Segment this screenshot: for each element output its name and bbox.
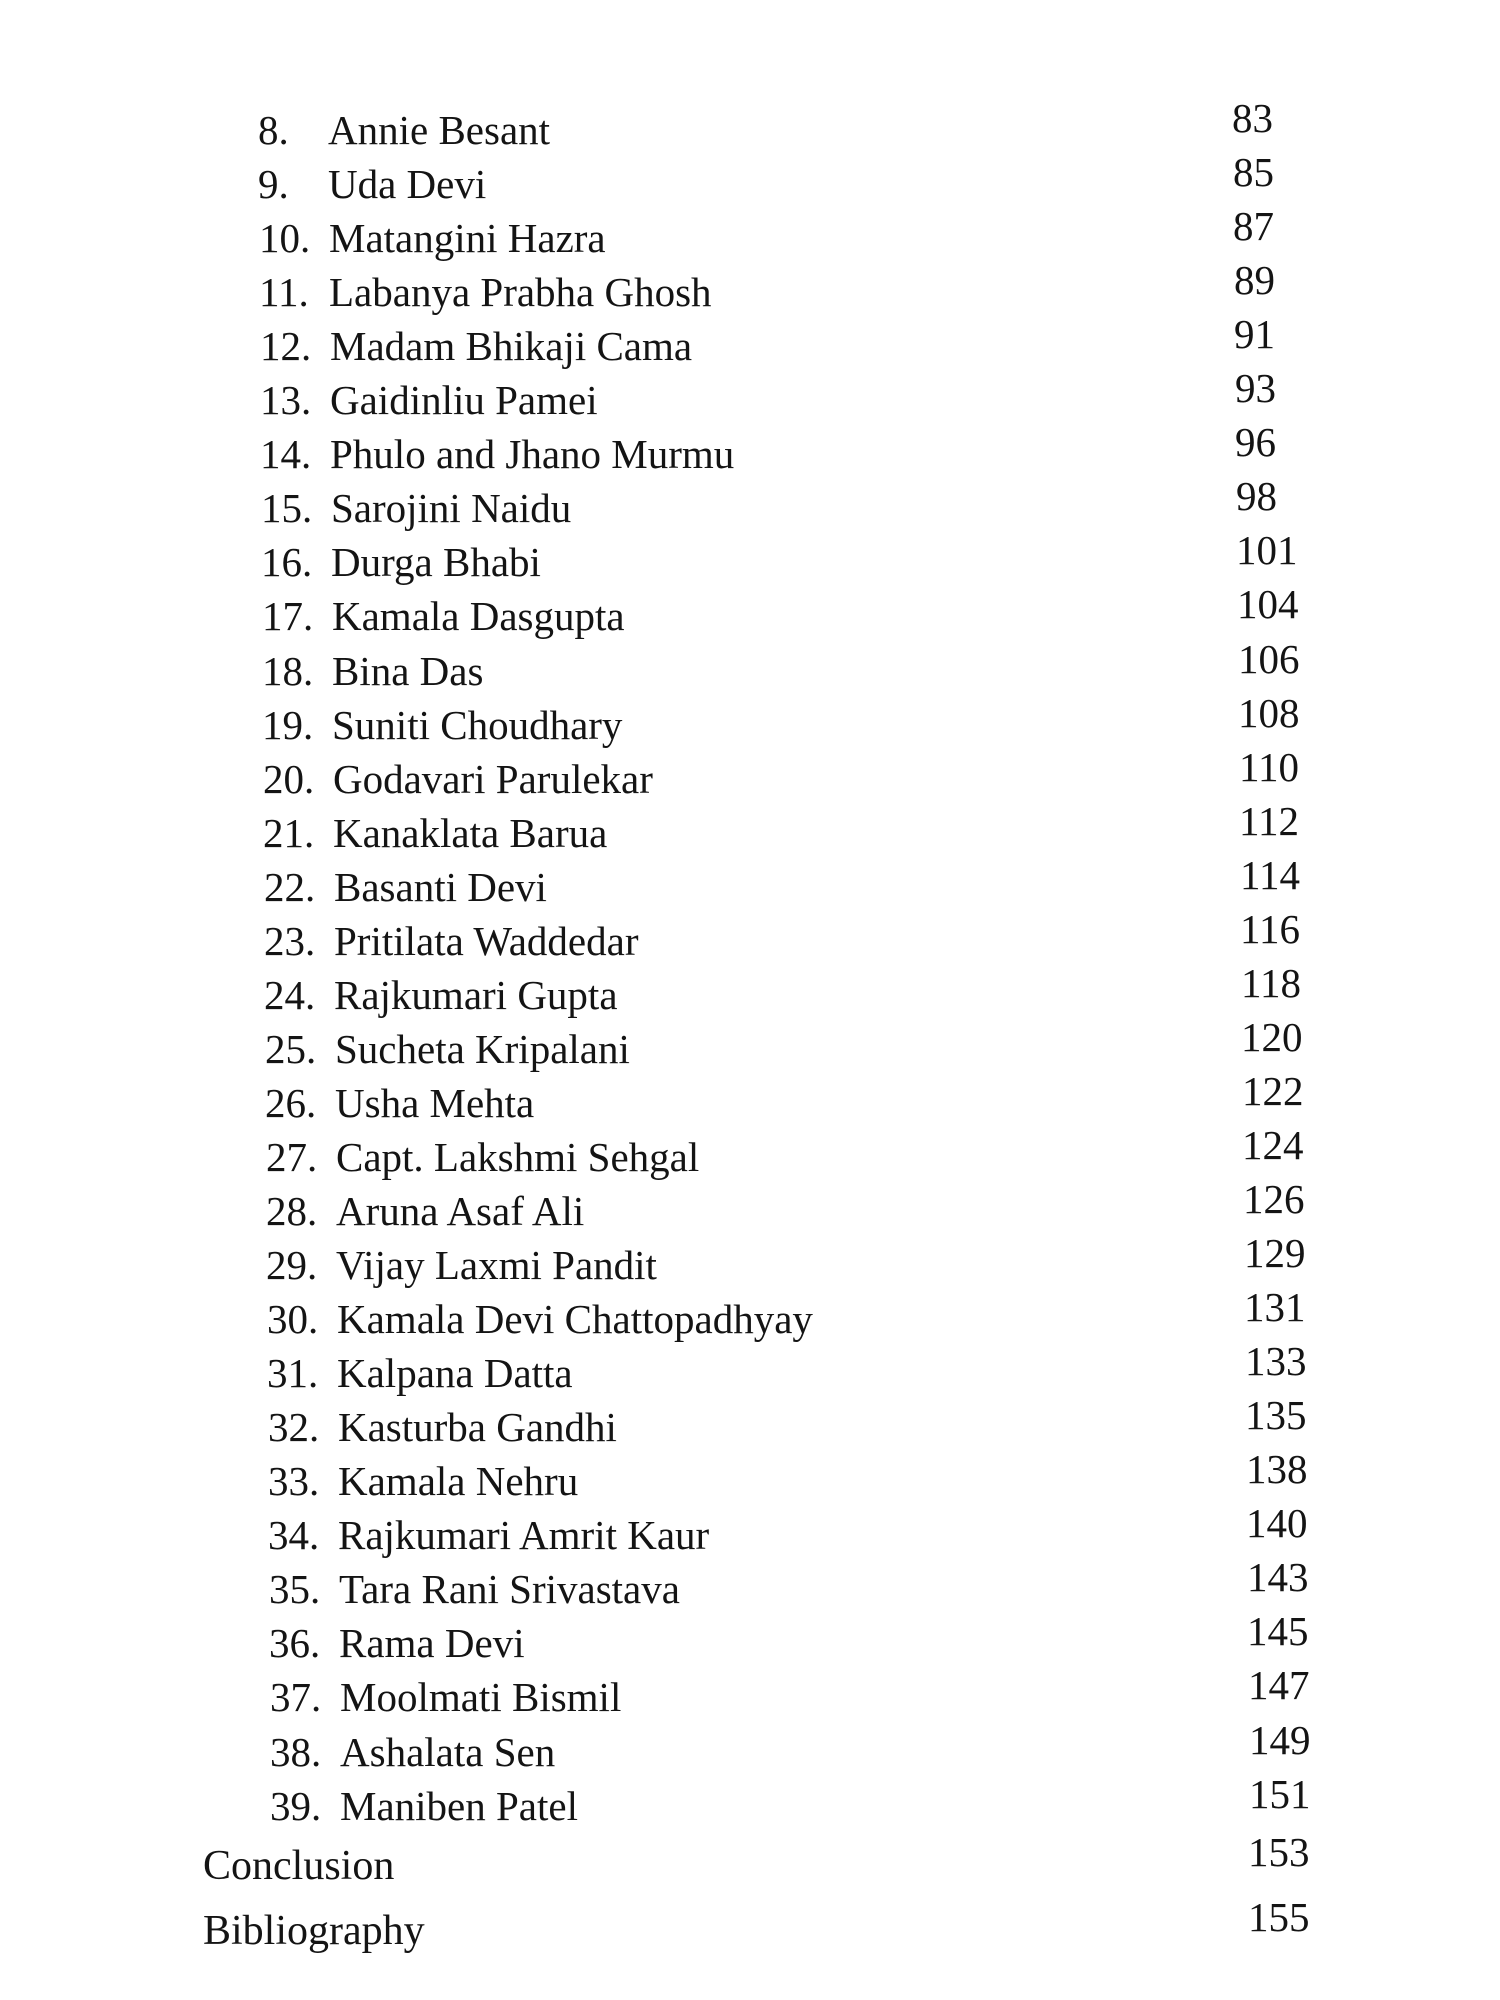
entry-title: Kamala Devi Chattopadhyay <box>337 1296 813 1343</box>
entry-page-number: 133 <box>1245 1338 1307 1385</box>
entry-page-number: 145 <box>1247 1608 1309 1655</box>
entry-title: Ashalata Sen <box>340 1728 556 1775</box>
entry-page-number: 108 <box>1238 689 1300 736</box>
entry-number: 14. <box>260 431 312 478</box>
back-matter-page-number: 153 <box>1248 1829 1310 1875</box>
entry-page-number: 101 <box>1236 527 1298 574</box>
entry-title: Pritilata Waddedar <box>334 917 639 964</box>
entry-page-number: 143 <box>1247 1554 1309 1601</box>
entry-page-number: 138 <box>1246 1446 1308 1493</box>
entry-number: 23. <box>264 917 316 964</box>
entry-title: Sucheta Kripalani <box>335 1025 630 1072</box>
entry-number: 19. <box>262 701 314 748</box>
entry-title: Kamala Nehru <box>338 1458 579 1505</box>
entry-page-number: 124 <box>1242 1121 1304 1168</box>
entry-number: 33. <box>268 1458 320 1505</box>
entry-number: 38. <box>270 1728 322 1775</box>
entry-title: Annie Besant <box>328 107 551 153</box>
entry-number: 13. <box>260 377 312 424</box>
entry-title: Labanya Prabha Ghosh <box>329 269 712 316</box>
toc-entry <box>258 158 486 210</box>
entry-number: 12. <box>260 323 312 370</box>
entry-number: 18. <box>262 647 314 694</box>
entry-page-number: 83 <box>1232 95 1273 141</box>
entry-page-number: 116 <box>1240 905 1300 952</box>
entry-number: 28. <box>266 1188 318 1234</box>
entry-number: 16. <box>261 539 313 586</box>
entry-page-number: 126 <box>1243 1176 1305 1222</box>
toc-entry <box>269 1563 680 1615</box>
toc-entry <box>266 1131 699 1183</box>
toc-entry <box>268 1401 617 1453</box>
entry-number: 27. <box>266 1133 318 1180</box>
toc-entry <box>268 1509 709 1561</box>
toc-entry <box>265 1077 534 1129</box>
entry-number: 15. <box>261 485 313 532</box>
entry-title: Rajkumari Amrit Kaur <box>338 1512 710 1559</box>
entry-number: 10. <box>259 215 311 262</box>
entry-number: 35. <box>269 1566 321 1613</box>
entry-title: Phulo and Jhano Murmu <box>330 431 735 478</box>
entry-number: 24. <box>264 971 316 1018</box>
entry-title: Moolmati Bismil <box>340 1674 622 1721</box>
entry-page-number: 106 <box>1238 635 1300 682</box>
entry-title: Godavari Parulekar <box>333 755 653 802</box>
entry-number: 22. <box>264 863 316 910</box>
toc-entry <box>267 1347 573 1399</box>
entry-number: 34. <box>268 1512 320 1559</box>
entry-title: Maniben Patel <box>340 1782 578 1829</box>
toc-entry <box>266 1239 657 1291</box>
entry-number: 21. <box>263 809 315 856</box>
entry-page-number: 149 <box>1249 1716 1311 1763</box>
entry-number: 25. <box>265 1025 317 1072</box>
toc-entry <box>259 212 606 264</box>
entry-number: 39. <box>270 1782 322 1829</box>
entry-page-number: 140 <box>1246 1500 1308 1547</box>
toc-entry <box>270 1726 555 1778</box>
entry-page-number: 122 <box>1242 1067 1304 1114</box>
entry-title: Madam Bhikaji Cama <box>330 323 693 370</box>
entry-title: Durga Bhabi <box>331 539 541 586</box>
toc-entry <box>259 266 712 318</box>
entry-title: Rama Devi <box>339 1620 525 1667</box>
toc-entry <box>262 590 625 642</box>
toc-entry <box>270 1671 621 1723</box>
entry-title: Kalpana Datta <box>337 1350 573 1397</box>
entry-title: Capt. Lakshmi Sehgal <box>336 1133 700 1180</box>
entry-title: Kamala Dasgupta <box>332 593 625 640</box>
entry-page-number: 131 <box>1244 1284 1306 1331</box>
toc-entry <box>264 969 618 1021</box>
toc-entry <box>265 1023 630 1075</box>
entry-title: Bina Das <box>332 647 484 694</box>
entry-page-number: 114 <box>1240 851 1300 898</box>
entry-title: Rajkumari Gupta <box>334 971 618 1018</box>
entry-page-number: 110 <box>1239 743 1299 790</box>
toc-entry <box>263 807 607 859</box>
entry-number: 32. <box>268 1404 320 1451</box>
entry-page-number: 135 <box>1245 1392 1307 1439</box>
entry-page-number: 96 <box>1235 419 1276 466</box>
entry-title: Suniti Choudhary <box>332 701 623 748</box>
entry-page-number: 104 <box>1237 581 1299 628</box>
entry-page-number: 98 <box>1236 473 1277 520</box>
toc-entry <box>269 1617 525 1669</box>
back-matter-page-number: 155 <box>1248 1894 1310 1940</box>
toc-entry <box>258 104 550 156</box>
entry-page-number: 129 <box>1244 1230 1306 1277</box>
toc-entry <box>264 915 638 967</box>
toc-entry <box>263 753 653 805</box>
entry-title: Kasturba Gandhi <box>338 1404 617 1451</box>
entry-number: 29. <box>266 1242 318 1289</box>
entry-page-number: 89 <box>1234 257 1275 304</box>
entry-number: 30. <box>267 1296 319 1343</box>
toc-entry <box>267 1293 813 1345</box>
entry-title: Aruna Asaf Ali <box>336 1188 585 1234</box>
toc-entry <box>266 1185 584 1237</box>
entry-title: Usha Mehta <box>335 1079 535 1126</box>
entry-number: 26. <box>265 1079 317 1126</box>
entry-number: 11. <box>259 269 309 316</box>
entry-page-number: 85 <box>1233 149 1274 196</box>
toc-entry <box>268 1455 578 1507</box>
entry-title: Basanti Devi <box>334 863 547 910</box>
entry-page-number: 112 <box>1239 797 1299 844</box>
toc-entry <box>262 699 622 751</box>
toc-entry <box>261 536 541 588</box>
entry-title: Uda Devi <box>328 161 487 208</box>
toc-entry <box>262 645 483 697</box>
back-matter-conclusion: Conclusion <box>203 1843 395 1889</box>
toc-entry <box>260 374 598 426</box>
toc-entry <box>261 482 571 534</box>
entry-title: Tara Rani Srivastava <box>339 1566 680 1613</box>
toc-entry <box>260 320 692 372</box>
entry-number: 9. <box>258 161 289 208</box>
entry-number: 8. <box>258 107 289 153</box>
entry-title: Matangini Hazra <box>329 215 606 262</box>
entry-page-number: 147 <box>1248 1662 1310 1709</box>
entry-page-number: 87 <box>1233 203 1274 250</box>
back-matter-bibliography: Bibliography <box>203 1908 425 1954</box>
toc-entry <box>270 1780 578 1832</box>
entry-title: Vijay Laxmi Pandit <box>336 1242 657 1289</box>
entry-page-number: 151 <box>1249 1770 1311 1817</box>
entry-page-number: 91 <box>1234 311 1275 358</box>
entry-title: Kanaklata Barua <box>333 809 608 856</box>
toc-entry <box>264 861 547 913</box>
entry-title: Sarojini Naidu <box>331 485 572 532</box>
entry-page-number: 93 <box>1235 365 1276 412</box>
entry-page-number: 120 <box>1241 1013 1303 1060</box>
entry-number: 31. <box>267 1350 319 1397</box>
entry-number: 36. <box>269 1620 321 1667</box>
entry-number: 20. <box>263 755 315 802</box>
toc-entry <box>260 428 734 480</box>
entry-title: Gaidinliu Pamei <box>330 377 598 424</box>
entry-number: 17. <box>262 593 314 640</box>
entry-page-number: 118 <box>1241 959 1301 1006</box>
entry-number: 37. <box>270 1674 322 1721</box>
